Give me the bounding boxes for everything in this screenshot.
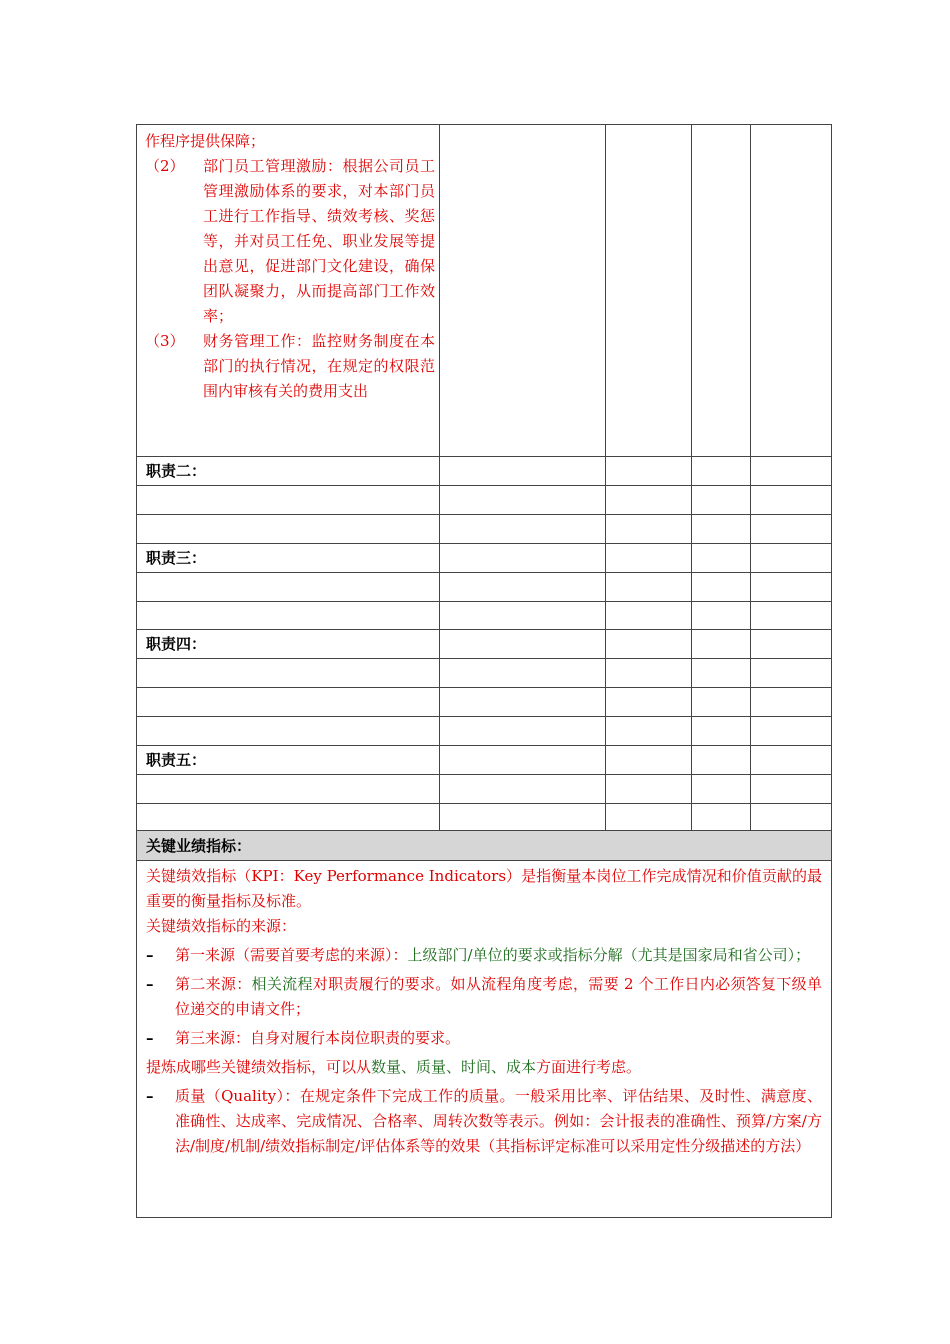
kpi-quality-item [146, 1084, 822, 1159]
bullet-dash: – [146, 1029, 154, 1047]
kpi-definition: 关键绩效指标（KPI：Key Performance Indicators）是指衡量本岗位工作完成情况和价值贡献的最重要的衡量指标及标准。 [146, 867, 822, 910]
column-divider [439, 125, 440, 830]
source-text-tail: 对职责履行的要求。如从流程角度考虑，需要 2 个工作日内必须答复下级单位递交的申请文件； [175, 975, 822, 1018]
duty-item-number: （3） [145, 332, 185, 350]
column-divider [691, 125, 692, 830]
duty-5-label: 职责五： [146, 751, 207, 769]
kpi-source-item [146, 943, 822, 968]
source-label: 第二来源： [175, 975, 252, 993]
row-divider [137, 658, 831, 659]
row-divider [137, 514, 831, 515]
row-divider [137, 601, 831, 602]
duty-4-label: 职责四： [146, 635, 207, 653]
duty-lead-text: 作程序提供保障； [145, 132, 266, 150]
source-label: 第三来源：自身对履行本岗位职责的要求。 [175, 1029, 461, 1047]
source-text: 上级部门/单位的要求或指标分解（尤其是国家局和省公司）； [407, 946, 811, 964]
row-divider [137, 543, 831, 544]
row-divider [137, 745, 831, 746]
duty-item-number: （2） [145, 157, 185, 175]
row-divider [137, 687, 831, 688]
refine-text-a: 提炼成哪些关键绩效指标，可以从 [146, 1058, 372, 1076]
kpi-source-title: 关键绩效指标的来源： [146, 917, 297, 935]
duty-3-label: 职责三： [146, 549, 207, 567]
kpi-refine-line [146, 1055, 822, 1080]
quality-text: 质量（Quality）：在规定条件下完成工作的质量。一般采用比率、评估结果、及时性、满意度、准确性、达成率、完成情况、合格率、周转次数等表示。例如：会计报表的准确性、预算/方案/方法/制度/机制/绩效指标制定/评估体系等的效果（其指标评定标准可以采用定性分级描述的方法） [175, 1087, 822, 1155]
row-divider [137, 774, 831, 775]
duty-item [145, 154, 435, 329]
duty-item-text: 部门员工管理激励：根据公司员工管理激励体系的要求，对本部门员工进行工作指导、绩效考核、奖惩等，并对员工任免、职业发展等提出意见，促进部门文化建设，确保团队凝聚力，从而提高部门工作效率； [203, 157, 435, 325]
refine-text-b: 数量、质量、时间、成本 [371, 1058, 537, 1076]
row-divider [137, 572, 831, 573]
row-divider [137, 456, 831, 457]
kpi-header: 关键业绩指标： [137, 831, 831, 861]
kpi-section [136, 830, 832, 1218]
bullet-dash: – [146, 1087, 154, 1105]
kpi-body [137, 861, 831, 1159]
row-divider [137, 485, 831, 486]
source-text: 相关流程 [251, 975, 313, 993]
duties-cell [145, 129, 435, 404]
row-divider [137, 716, 831, 717]
duties-table [136, 124, 832, 831]
source-label: 第一来源（需要首要考虑的来源）： [175, 946, 408, 964]
column-divider [605, 125, 606, 830]
bullet-dash: – [146, 946, 154, 964]
kpi-source-item [146, 972, 822, 1022]
row-divider [137, 629, 831, 630]
bullet-dash: – [146, 975, 154, 993]
duty-2-label: 职责二： [146, 462, 207, 480]
column-divider [750, 125, 751, 830]
duty-item [145, 329, 435, 404]
duty-item-text: 财务管理工作：监控财务制度在本部门的执行情况，在规定的权限范围内审核有关的费用支出 [203, 332, 435, 400]
kpi-source-item [146, 1026, 822, 1051]
row-divider [137, 803, 831, 804]
refine-text-c: 方面进行考虑。 [536, 1058, 642, 1076]
